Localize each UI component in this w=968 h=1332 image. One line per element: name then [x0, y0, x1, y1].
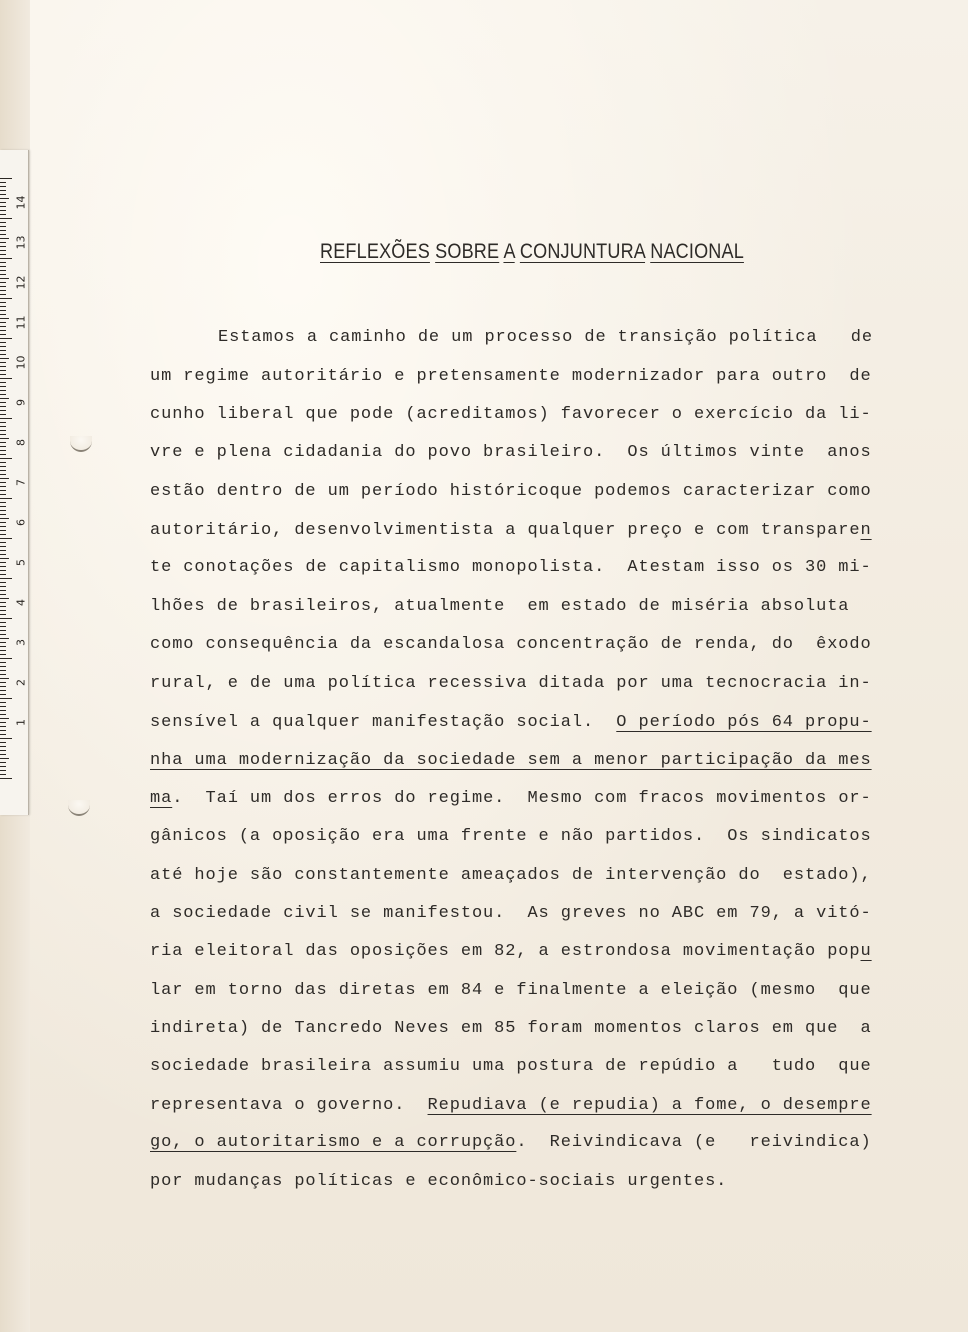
ruler-tick	[0, 558, 9, 559]
ruler-tick	[0, 306, 6, 307]
text-line	[218, 328, 873, 348]
ruler-tick	[0, 378, 12, 379]
ruler-tick	[0, 606, 6, 607]
ruler-tick	[0, 582, 6, 583]
text-line	[150, 713, 872, 733]
ruler-number: 5	[14, 559, 28, 566]
ruler-number: 14	[14, 195, 28, 210]
ruler-tick	[0, 478, 9, 479]
ruler-tick	[0, 302, 6, 303]
line-text: sensível a qualquer manifestação social.	[150, 713, 617, 732]
ruler-tick	[0, 554, 6, 555]
ruler-tick	[0, 722, 6, 723]
ruler-tick	[0, 746, 6, 747]
title-word: A	[503, 240, 515, 263]
line-text: ria eleitoral das oposições em 82, a estrondosa movimentação pop	[150, 942, 861, 961]
ruler-tick	[0, 610, 6, 611]
line-text: . Taí um dos erros do regime. Mesmo com fracos movimentos or-	[172, 789, 872, 808]
ruler-tick	[0, 626, 6, 627]
ruler-tick	[0, 650, 6, 651]
text-line	[150, 751, 872, 771]
ruler-tick	[0, 470, 6, 471]
ruler-number: 10	[14, 355, 28, 370]
ruler-tick	[0, 258, 12, 259]
line-text: por mudanças políticas e econômico-sociais urgentes.	[150, 1172, 728, 1191]
underlined-text: nha uma modernização da sociedade sem a menor participação da mes	[150, 751, 872, 770]
ruler-tick	[0, 422, 6, 423]
ruler-tick	[0, 510, 6, 511]
ruler-tick	[0, 274, 6, 275]
text-line	[150, 558, 872, 578]
ruler-tick	[0, 426, 6, 427]
ruler-tick	[0, 690, 6, 691]
text-line	[150, 981, 872, 1001]
ruler-tick	[0, 502, 6, 503]
ruler-tick	[0, 726, 6, 727]
underlined-text: n	[860, 521, 872, 540]
line-text: a sociedade civil se manifestou. As greves no ABC em 79, a vitó-	[150, 904, 872, 923]
ruler-tick	[0, 774, 6, 775]
ruler-tick	[0, 714, 6, 715]
ruler-tick	[0, 570, 6, 571]
text-line	[150, 1133, 872, 1153]
text-line	[150, 1172, 727, 1192]
text-line	[150, 904, 872, 924]
ruler-tick	[0, 658, 12, 659]
ruler-tick	[0, 522, 6, 523]
ruler-tick	[0, 182, 6, 183]
ruler-tick	[0, 198, 9, 199]
line-text: lar em torno das diretas em 84 e finalmente a eleição (mesmo que	[150, 981, 872, 1000]
ruler-tick	[0, 362, 6, 363]
ruler-tick	[0, 286, 6, 287]
ruler-tick	[0, 638, 9, 639]
ruler-tick	[0, 346, 6, 347]
ruler-tick	[0, 186, 6, 187]
ruler-tick	[0, 218, 12, 219]
ruler-tick	[0, 566, 6, 567]
text-line	[150, 1057, 872, 1077]
ruler-tick	[0, 758, 9, 759]
ruler-tick	[0, 410, 6, 411]
ruler-tick	[0, 366, 6, 367]
ruler-tick	[0, 418, 12, 419]
ruler-tick	[0, 386, 6, 387]
ruler-tick	[0, 238, 9, 239]
ruler-tick	[0, 750, 6, 751]
ruler-tick	[0, 434, 6, 435]
text-line	[150, 635, 872, 655]
text-line	[150, 443, 872, 463]
ruler-tick	[0, 594, 6, 595]
ruler-number: 2	[14, 679, 28, 686]
ruler-tick	[0, 602, 6, 603]
ruler-tick	[0, 586, 6, 587]
punch-hole	[68, 800, 90, 816]
text-line	[150, 521, 872, 541]
ruler-tick	[0, 322, 6, 323]
ruler-tick	[0, 342, 6, 343]
ruler-tick	[0, 630, 6, 631]
ruler-tick	[0, 574, 6, 575]
line-text: estão dentro de um período históricoque podemos caracterizar como	[150, 482, 872, 501]
line-text: rural, e de uma política recessiva ditada por uma tecnocracia in-	[150, 674, 872, 693]
line-text: como consequência da escandalosa concentração de renda, do êxodo	[150, 635, 872, 654]
text-line	[150, 674, 872, 694]
ruler-tick	[0, 334, 6, 335]
ruler-tick	[0, 514, 6, 515]
ruler-tick	[0, 194, 6, 195]
ruler-number: 6	[14, 519, 28, 526]
ruler-tick	[0, 526, 6, 527]
ruler-tick	[0, 506, 6, 507]
ruler-tick	[0, 590, 6, 591]
ruler-tick	[0, 762, 6, 763]
line-text: autoritário, desenvolvimentista a qualquer preço e com transpare	[150, 521, 861, 540]
ruler-tick	[0, 666, 6, 667]
ruler-tick	[0, 402, 6, 403]
underlined-text: ma	[150, 789, 173, 808]
line-text: Estamos a caminho de um processo de transição política de	[218, 328, 873, 347]
ruler-tick	[0, 266, 6, 267]
underlined-text: go, o autoritarismo e a corrupção	[150, 1133, 517, 1152]
ruler-tick	[0, 406, 6, 407]
ruler-tick	[0, 706, 6, 707]
ruler-tick	[0, 634, 6, 635]
line-text: sociedade brasileira assumiu uma postura de repúdio a tudo que	[150, 1057, 872, 1076]
ruler-tick	[0, 710, 6, 711]
ruler-number: 1	[14, 719, 28, 726]
ruler-tick	[0, 734, 6, 735]
ruler-tick	[0, 394, 6, 395]
ruler-tick	[0, 466, 6, 467]
ruler-tick	[0, 686, 6, 687]
ruler-tick	[0, 754, 6, 755]
ruler-tick	[0, 326, 6, 327]
ruler-tick	[0, 354, 6, 355]
ruler-tick	[0, 330, 6, 331]
document-title	[320, 240, 744, 264]
ruler-tick	[0, 482, 6, 483]
ruler-tick	[0, 770, 6, 771]
ruler-tick	[0, 778, 12, 779]
ruler-tick	[0, 534, 6, 535]
line-text: indireta) de Tancredo Neves em 85 foram momentos claros em que a	[150, 1019, 872, 1038]
ruler-tick	[0, 230, 6, 231]
ruler-tick	[0, 518, 9, 519]
ruler-tick	[0, 254, 6, 255]
ruler-number: 12	[14, 275, 28, 290]
ruler-tick	[0, 614, 6, 615]
ruler-tick	[0, 202, 6, 203]
ruler-tick	[0, 670, 6, 671]
ruler-tick	[0, 282, 6, 283]
ruler-tick	[0, 414, 6, 415]
line-text: até hoje são constantemente ameaçados de intervenção do estado),	[150, 866, 872, 885]
ruler-tick	[0, 718, 9, 719]
title-word: NACIONAL	[650, 240, 744, 263]
text-line	[150, 482, 872, 502]
text-line	[150, 1096, 872, 1116]
ruler-number: 9	[14, 399, 28, 406]
ruler-tick	[0, 278, 9, 279]
ruler-tick	[0, 694, 6, 695]
text-line	[150, 942, 872, 962]
ruler-tick	[0, 390, 6, 391]
line-text: cunho liberal que pode (acreditamos) favorecer o exercício da li-	[150, 405, 872, 424]
ruler-tick	[0, 738, 12, 739]
ruler-tick	[0, 178, 12, 179]
ruler-tick	[0, 294, 6, 295]
ruler-tick	[0, 398, 9, 399]
ruler-tick	[0, 454, 6, 455]
ruler-tick	[0, 446, 6, 447]
ruler-tick	[0, 742, 6, 743]
ruler-tick	[0, 290, 6, 291]
ruler-tick	[0, 702, 6, 703]
ruler-tick	[0, 494, 6, 495]
ruler-tick	[0, 250, 6, 251]
ruler-tick	[0, 350, 6, 351]
ruler-tick	[0, 486, 6, 487]
ruler-tick	[0, 682, 6, 683]
ruler-tick	[0, 214, 6, 215]
text-line	[150, 367, 872, 387]
underlined-text: Repudiava (e repudia) a fome, o desempre	[427, 1096, 872, 1115]
line-text: um regime autoritário e pretensamente modernizador para outro de	[150, 367, 872, 386]
ruler-tick	[0, 578, 12, 579]
text-line	[150, 827, 872, 847]
text-line	[150, 866, 872, 886]
ruler-tick	[0, 498, 12, 499]
ruler-tick	[0, 318, 9, 319]
ruler	[0, 150, 29, 815]
text-line	[150, 597, 849, 617]
ruler-tick	[0, 222, 6, 223]
ruler-tick	[0, 270, 6, 271]
underlined-text: u	[860, 942, 872, 961]
ruler-tick	[0, 262, 6, 263]
ruler-tick	[0, 662, 6, 663]
ruler-tick	[0, 382, 6, 383]
ruler-tick	[0, 766, 6, 767]
ruler-tick	[0, 698, 12, 699]
line-text: te conotações de capitalismo monopolista. Atestam isso os 30 mi-	[150, 558, 872, 577]
title-word: SOBRE	[435, 240, 500, 263]
text-line	[150, 1019, 872, 1039]
ruler-number: 4	[14, 599, 28, 606]
ruler-tick	[0, 474, 6, 475]
ruler-tick	[0, 458, 12, 459]
line-text: gânicos (a oposição era uma frente e não partidos. Os sindicatos	[150, 827, 872, 846]
ruler-tick	[0, 622, 6, 623]
line-text: vre e plena cidadania do povo brasileiro. Os últimos vinte anos	[150, 443, 872, 462]
ruler-tick	[0, 730, 6, 731]
ruler-tick	[0, 530, 6, 531]
ruler-tick	[0, 542, 6, 543]
ruler-number: 3	[14, 639, 28, 646]
ruler-number: 11	[14, 315, 28, 330]
text-line	[150, 789, 872, 809]
punch-hole	[70, 436, 92, 452]
ruler-tick	[0, 618, 12, 619]
ruler-tick	[0, 246, 6, 247]
ruler-tick	[0, 490, 6, 491]
ruler-tick	[0, 234, 6, 235]
ruler-tick	[0, 210, 6, 211]
ruler-tick	[0, 598, 9, 599]
text-line	[150, 405, 872, 425]
ruler-tick	[0, 438, 9, 439]
line-text: representava o governo.	[150, 1096, 428, 1115]
ruler-tick	[0, 190, 6, 191]
ruler-tick	[0, 678, 9, 679]
ruler-tick	[0, 442, 6, 443]
ruler-tick	[0, 374, 6, 375]
ruler-tick	[0, 546, 6, 547]
ruler-tick	[0, 450, 6, 451]
title-word: REFLEXÕES	[320, 240, 430, 263]
ruler-tick	[0, 310, 6, 311]
ruler-tick	[0, 358, 9, 359]
line-text: . Reivindicava (e reivindica)	[516, 1133, 872, 1152]
title-word: CONJUNTURA	[519, 240, 646, 263]
ruler-tick	[0, 538, 12, 539]
ruler-tick	[0, 654, 6, 655]
ruler-tick	[0, 314, 6, 315]
ruler-tick	[0, 674, 6, 675]
ruler-tick	[0, 338, 12, 339]
ruler-number: 13	[14, 235, 28, 250]
ruler-tick	[0, 242, 6, 243]
ruler-tick	[0, 562, 6, 563]
ruler-tick	[0, 206, 6, 207]
ruler-tick	[0, 298, 12, 299]
ruler-number: 8	[14, 439, 28, 446]
ruler-tick	[0, 642, 6, 643]
ruler-tick	[0, 462, 6, 463]
ruler-tick	[0, 646, 6, 647]
underlined-text: O período pós 64 propu-	[616, 713, 872, 732]
ruler-tick	[0, 370, 6, 371]
ruler-tick	[0, 226, 6, 227]
ruler-number: 7	[14, 479, 28, 486]
ruler-tick	[0, 550, 6, 551]
ruler-tick	[0, 430, 6, 431]
line-text: lhões de brasileiros, atualmente em estado de miséria absoluta	[150, 597, 850, 616]
